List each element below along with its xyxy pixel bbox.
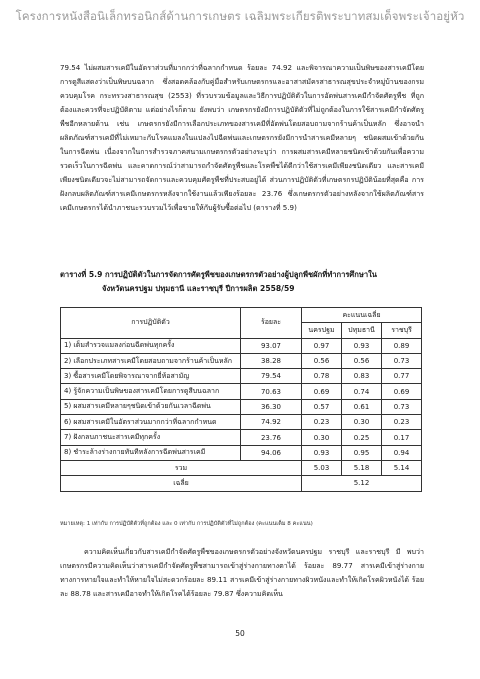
- table-row: [61, 369, 422, 384]
- column-header-percent: ร้อยละ: [241, 308, 302, 339]
- row-label: 7) ฝังกลบภาชนะสารเคมีทุกครั้ง: [61, 430, 241, 445]
- row-label: 8) ชำระล้างร่างกายทันทีหลังการฉีดพ่นสารเคมี: [61, 445, 241, 460]
- row-score-pathumthani: 0.30: [342, 415, 382, 430]
- body-paragraph-1: 79.54 ไม่ผสมสารเคมีในอัตราส่วนที่มากกว่าที่ฉลากกำหนด ร้อยละ 74.92 และพิจารณาความเป็นพิษของสารเคมีโดยการดูสีแสดงว่าเป็นพิษบนฉลาก ซึ่งสอดคล้องกับคู่มือสำหรับเกษตรกรและอาสาสมัครสาธารณสุขประจำหมู่บ้านของกรมควบคุมโรค กระทรวงสาธารณสุข (2553) ที่รวบรวมข้อมูลและวิธีการปฏิบัติตัวในการอัดพ่นสารเคมีกำจัดศัตรูพืช ที่ถูกต้องและควรที่จะปฏิบัติตาม แต่อย่างไรก็ตาม ยังพบว่า เกษตรกรยังมีการปฏิบัติตัวที่ไม่ถูกต้องในการใช้สารเคมีกำจัดศัตรูพืชอีกหลายด้าน เช่น เกษตรกรยังมีการเลือกประเภทของสารเคมีที่อัดพ่นโดยสอบถามจากร้านค้าเป็นหลัก ซึ่งอาจนำผลิตภัณฑ์สารเคมีที่ไม่เหมาะกับโรคแมลงในแปลงไปฉีดพ่นและเกษตรกรยังมีการนำสารเคมีหลายๆ ชนิดผสมเข้าด้วยกันในการฉีดพ่น เนื่องจากในการสำรวจภาคสนามเกษตรกรตัวอย่างระบุว่า การผสมสารเคมีหลายชนิดเข้าด้วยกันเพื่อความรวดเร็วในการฉีดพ่น และคาดการณ์ว่าสามารถกำจัดศัตรูพืชและโรคพืชได้ดีกว่าใช้สารเคมีเพียงชนิดเดียว และสารเคมีเพียงชนิดเดียวจะไม่สามารถจัดการและควบคุมศัตรูพืชที่ประสบอยู่ได้ ส่วนการปฏิบัติตัวที่เกษตรกรปฏิบัติน้อยที่สุดคือ การฝังกลบผลิตภัณฑ์สารเคมีเกษตรกรหลังจากใช้งานแล้วเพียงร้อยละ 23.76 ซึ่งเกษตรกรตัวอย่างหลังจากใช้ผลิตภัณฑ์สารเคมีเกษตรกรได้นำภาชนะรวบรวมไว้เพื่อขายให้กับผู้รับซื้อต่อไป (ตารางที่ 5.9): [60, 63, 424, 213]
- column-header-ratchaburi: ราชบุรี: [382, 323, 422, 338]
- row-percent: 36.30: [241, 399, 302, 414]
- row-label: 6) ผสมสารเคมีในอัตราส่วนมากกว่าที่ฉลากกำหนด: [61, 415, 241, 430]
- sum-pathumthani: 5.18: [342, 460, 382, 475]
- table-header-row: [61, 308, 422, 323]
- column-header-nakhonpathom: นครปฐม: [302, 323, 342, 338]
- table-note: หมายเหตุ: 1 เท่ากับ การปฏิบัติตัวที่ถูกต้อง และ 0 เท่ากับ การปฏิบัติตัวที่ไม่ถูกต้อง (คะแนนเต็ม 8 คะแนน): [60, 521, 313, 527]
- sum-label: รวม: [61, 460, 302, 475]
- row-score-ratchaburi: 0.17: [382, 430, 422, 445]
- row-score-pathumthani: 0.83: [342, 369, 382, 384]
- row-percent: 23.76: [241, 430, 302, 445]
- average-value: 5.12: [302, 476, 422, 491]
- row-score-ratchaburi: 0.69: [382, 384, 422, 399]
- row-percent: 74.92: [241, 415, 302, 430]
- row-score-nakhonpathom: 0.69: [302, 384, 342, 399]
- running-header: โครงการหนังสือนิเล็กทรอนิกส์ด้านการเกษตร เฉลิมพระเกียรติพระบาทสมเด็จพระเจ้าอยู่หัว: [15, 9, 465, 23]
- sum-ratchaburi: 5.14: [382, 460, 422, 475]
- body-paragraph-2: [60, 545, 424, 601]
- column-header-pathumthani: ปทุมธานี: [342, 323, 382, 338]
- row-score-nakhonpathom: 0.93: [302, 445, 342, 460]
- table-row: [61, 384, 422, 399]
- row-score-pathumthani: 0.56: [342, 353, 382, 368]
- row-score-nakhonpathom: 0.23: [302, 415, 342, 430]
- table-sum-row: [61, 460, 422, 475]
- column-header-practice: การปฏิบัติตัว: [61, 308, 241, 339]
- row-percent: 93.07: [241, 338, 302, 353]
- row-score-pathumthani: 0.25: [342, 430, 382, 445]
- row-score-pathumthani: 0.61: [342, 399, 382, 414]
- row-score-ratchaburi: 0.89: [382, 338, 422, 353]
- table-row: [61, 415, 422, 430]
- table-row: [61, 445, 422, 460]
- row-score-ratchaburi: 0.73: [382, 399, 422, 414]
- sum-nakhonpathom: 5.03: [302, 460, 342, 475]
- row-label: 3) ซื้อสารเคมีโดยพิจารณาจากยี่ห้อสามัญ: [61, 369, 241, 384]
- row-label: 4) รู้จักความเป็นพิษของสารเคมีโดยการดูสีบนฉลาก: [61, 384, 241, 399]
- table-row: [61, 353, 422, 368]
- row-percent: 94.06: [241, 445, 302, 460]
- table-caption-line-1: ตารางที่ 5.9 การปฏิบัติตัวในการจัดการศัตรูพืชของเกษตรกรตัวอย่างผู้ปลูกพืชผักที่ทำการศึกษาใน: [60, 270, 378, 279]
- row-score-nakhonpathom: 0.56: [302, 353, 342, 368]
- row-percent: 70.63: [241, 384, 302, 399]
- table-caption-line-2: จังหวัดนครปฐม ปทุมธานี และราชบุรี ปีการผลิต 2558/59: [102, 284, 295, 293]
- column-header-average-score: คะแนนเฉลี่ย: [302, 308, 422, 323]
- table-row: [61, 399, 422, 414]
- table-average-row: [61, 476, 422, 491]
- row-score-nakhonpathom: 0.57: [302, 399, 342, 414]
- row-score-nakhonpathom: 0.78: [302, 369, 342, 384]
- row-score-ratchaburi: 0.73: [382, 353, 422, 368]
- row-score-pathumthani: 0.95: [342, 445, 382, 460]
- row-percent: 38.28: [241, 353, 302, 368]
- row-label: 1) เต็มสำรวจแมลงก่อนฉีดพ่นทุกครั้ง: [61, 338, 241, 353]
- row-score-ratchaburi: 0.23: [382, 415, 422, 430]
- row-label: 5) ผสมสารเคมีหลายๆชนิดเข้าด้วยกันเวลาฉีดพ่น: [61, 399, 241, 414]
- row-score-pathumthani: 0.93: [342, 338, 382, 353]
- row-score-ratchaburi: 0.77: [382, 369, 422, 384]
- page-number: 50: [235, 629, 245, 638]
- table-row: [61, 338, 422, 353]
- row-score-ratchaburi: 0.94: [382, 445, 422, 460]
- average-label: เฉลี่ย: [61, 476, 302, 491]
- row-score-nakhonpathom: 0.97: [302, 338, 342, 353]
- table-row: [61, 430, 422, 445]
- body-paragraph-2-text: ความคิดเห็นเกี่ยวกับสารเคมีกำจัดศัตรูพืชของเกษตรกรตัวอย่างจังหวัดนครปฐม ราชบุรี และราชบุรี มี พบว่า เกษตรกรมีความคิดเห็นว่าสารเคมีกำจัดศัตรูพืชสามารถเข้าสู่ร่างกายทางตาได้ ร้อยละ 89.77 สารเคมีเข้าสู่ร่างกายทางการหายใจและทำให้หายใจไม่สะดวกร้อยละ 89.11 สารเคมีเข้าสู่ร่างกายทางผิวหนังและทำให้เกิดโรคผิวหนังได้ ร้อยละ 88.78 และสารเคมีอาจทำให้เกิดโรคได้ร้อยละ 79.87 ซึ่งความคิดเห็น: [60, 547, 424, 599]
- row-score-nakhonpathom: 0.30: [302, 430, 342, 445]
- row-score-pathumthani: 0.74: [342, 384, 382, 399]
- table-caption: [60, 268, 440, 296]
- practice-table: [60, 307, 422, 492]
- row-percent: 79.54: [241, 369, 302, 384]
- row-label: 2) เลือกประเภทสารเคมีโดยสอบถามจากร้านค้าเป็นหลัก: [61, 353, 241, 368]
